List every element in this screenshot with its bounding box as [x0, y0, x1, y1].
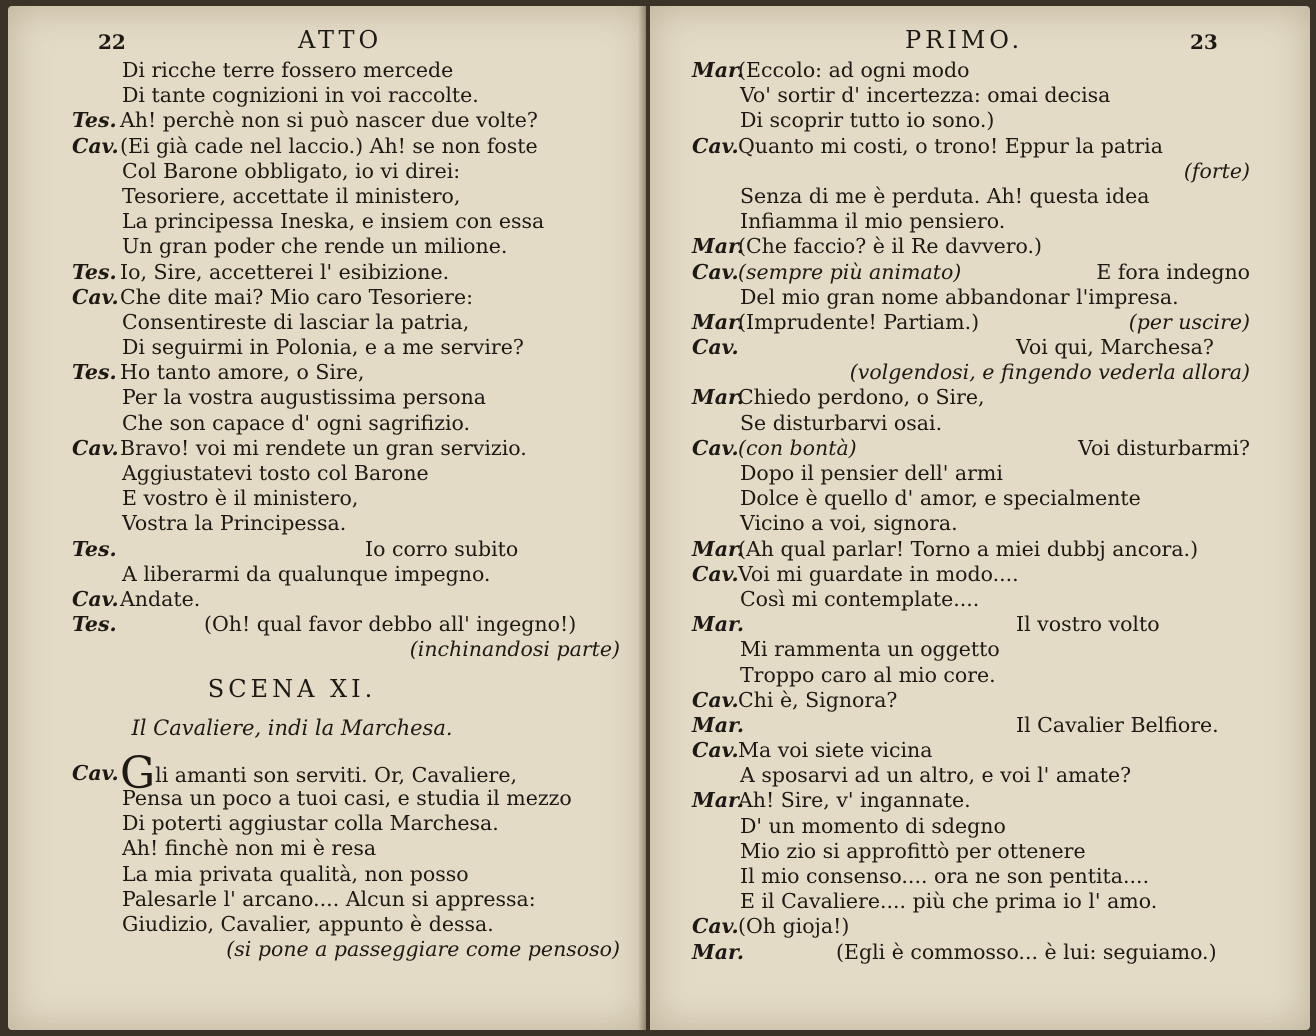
verse-line — [8, 486, 646, 511]
verse-text: Che dite mai? Mio caro Tesoriere: — [120, 284, 473, 309]
verse-line — [650, 260, 1310, 285]
right-page — [650, 6, 1310, 1030]
verse-line — [8, 786, 646, 811]
verse-text: Ho tanto amore, o Sire, — [120, 360, 365, 385]
speaker-label: Mar. — [692, 788, 745, 813]
spacer — [8, 702, 646, 716]
verse-text: Del mio gran nome abbandonar l'impresa. — [740, 284, 1179, 309]
left-page — [8, 6, 646, 1030]
verse-text: Andate. — [120, 586, 201, 611]
verse-text: Vo' sortir d' incertezza: omai decisa — [740, 83, 1111, 108]
verse-text: Il mio consenso.... ora ne son pentita.... — [740, 864, 1150, 888]
verse-text: E vostro è il ministero, — [122, 486, 359, 511]
verse-text: Il Cavalier Belfiore. — [1016, 712, 1219, 737]
speaker-label: Tes. — [72, 108, 117, 133]
verse-text: (Egli è commosso... è lui: seguiamo.) — [836, 939, 1217, 964]
verse-line — [8, 260, 646, 285]
verse-text: Pensa un poco a tuoi casi, e studia il mezzo — [122, 786, 572, 811]
verse-line — [650, 612, 1310, 637]
verse-text: E fora indegno — [1096, 259, 1250, 284]
verse-line — [650, 511, 1310, 536]
drop-cap: G — [120, 747, 156, 799]
right-text-block — [650, 58, 1310, 965]
verse-line — [650, 637, 1310, 662]
speaker-label: Cav. — [692, 259, 739, 284]
stage-direction: (per uscire) — [1128, 309, 1250, 334]
verse-text: Che son capace d' ogni sagrifizio. — [122, 410, 471, 435]
page-number: 22 — [98, 30, 126, 54]
verse-text: Quanto mi costi, o trono! Eppur la patria — [738, 133, 1163, 158]
verse-line — [650, 889, 1310, 914]
speaker-label: Cav. — [692, 561, 739, 586]
verse-text: Tesoriere, accettate il ministero, — [122, 183, 461, 208]
verse-line — [8, 108, 646, 133]
verse-text: Chiedo perdono, o Sire, — [738, 385, 985, 410]
verse-text: (forte) — [1183, 158, 1250, 183]
spacer — [8, 741, 646, 761]
speaker-label: Tes. — [72, 536, 117, 561]
verse-text: Consentireste di lasciar la patria, — [122, 309, 470, 334]
verse-text: Col Barone obbligato, io vi direi: — [122, 158, 461, 183]
verse-text: Dopo il pensier dell' armi — [740, 461, 1003, 485]
verse-line — [8, 184, 646, 209]
verse-text: Di poterti aggiustar colla Marchesa. — [122, 811, 499, 836]
verse-text: A liberarmi da qualunque impegno. — [122, 561, 491, 586]
verse-line — [8, 836, 646, 861]
verse-text: Io corro subito — [365, 536, 519, 561]
speaker-label: Mar. — [692, 612, 745, 637]
verse-line — [650, 58, 1310, 83]
verse-text: Vicino a voi, signora. — [740, 511, 958, 536]
verse-text: Gli amanti son serviti. Or, Cavaliere, — [120, 747, 517, 799]
verse-line — [650, 335, 1310, 360]
verse-line — [8, 411, 646, 436]
verse-line — [650, 788, 1310, 813]
verse-text: Chi è, Signora? — [738, 687, 898, 712]
speaker-label: Cav. — [692, 914, 739, 939]
verse-line — [650, 411, 1310, 436]
speaker-label: Mar. — [692, 58, 745, 82]
speaker-label: Cav. — [692, 133, 739, 158]
speaker-label: Cav. — [692, 687, 739, 712]
verse-text: Voi mi guardate in modo.... — [738, 561, 1019, 586]
verse-line — [8, 58, 646, 83]
verse-line — [650, 940, 1310, 965]
verse-line — [650, 159, 1310, 184]
speaker-label: Cav. — [72, 586, 119, 611]
speaker-label: Mar. — [692, 309, 745, 334]
verse-text: (Che faccio? è il Re davvero.) — [738, 234, 1043, 259]
speaker-label: Cav. — [72, 435, 119, 460]
verse-line — [650, 562, 1310, 587]
speaker-label: Mar. — [692, 536, 745, 561]
verse-text: Voi qui, Marchesa? — [1016, 335, 1214, 360]
verse-line — [8, 587, 646, 612]
verse-text: (Oh gioja!) — [738, 914, 850, 939]
verse-line — [650, 839, 1310, 864]
verse-line — [8, 862, 646, 887]
verse-line — [8, 887, 646, 912]
verse-line — [8, 285, 646, 310]
verse-line — [8, 159, 646, 184]
verse-line — [650, 864, 1310, 889]
verse-text: (si pone a passeggiare come pensoso) — [226, 937, 620, 962]
verse-text: Così mi contemplate.... — [740, 586, 980, 611]
verse-line — [8, 83, 646, 108]
speaker-label: Mar. — [692, 939, 745, 964]
verse-text: (inchinandosi parte) — [409, 637, 620, 662]
scene-heading — [8, 674, 646, 703]
speaker-label: Cav. — [692, 335, 739, 360]
verse-text: Mi rammenta un oggetto — [740, 637, 1000, 662]
verse-line — [8, 134, 646, 159]
verse-text: Giudizio, Cavalier, appunto è dessa. — [122, 912, 494, 936]
verse-line — [8, 335, 646, 360]
verse-line — [650, 134, 1310, 159]
verse-text: Mio zio si approfittò per ottenere — [740, 838, 1086, 863]
verse-line — [8, 562, 646, 587]
verse-text: Vostra la Principessa. — [122, 511, 347, 536]
verse-line — [8, 461, 646, 486]
verse-text: Un gran poder che rende un milione. — [122, 234, 508, 259]
speaker-label: Tes. — [72, 360, 117, 385]
verse-line — [650, 83, 1310, 108]
verse-text: (Ah qual parlar! Torno a miei dubbj ancora.) — [738, 536, 1199, 561]
verse-text: A sposarvi ad un altro, e voi l' amate? — [740, 763, 1132, 788]
speaker-label: Mar. — [692, 712, 745, 737]
speaker-label: Tes. — [72, 612, 117, 637]
verse-text: Ah! Sire, v' ingannate. — [738, 788, 971, 813]
verse-text: Palesarle l' arcano.... Alcun si appressa: — [122, 886, 536, 911]
verse-text: Di seguirmi in Polonia, e a me servire? — [122, 335, 524, 360]
verse-line — [8, 385, 646, 410]
verse-text: Di scoprir tutto io sono.) — [740, 108, 995, 133]
verse-line — [8, 937, 646, 962]
verse-line — [650, 486, 1310, 511]
speaker-label: Cav. — [72, 133, 119, 158]
verse-text: Voi disturbarmi? — [1078, 435, 1250, 460]
verse-text: Senza di me è perduta. Ah! questa idea — [740, 183, 1150, 208]
verse-text: Per la vostra augustissima persona — [122, 385, 487, 410]
verse-line — [8, 209, 646, 234]
verse-line — [650, 184, 1310, 209]
verse-line — [650, 436, 1310, 461]
verse-line — [650, 310, 1310, 335]
speaker-label: Cav. — [692, 435, 739, 460]
verse-line — [8, 537, 646, 562]
page-number: 23 — [1190, 30, 1218, 54]
verse-text: Se disturbarvi osai. — [740, 410, 943, 435]
verse-line — [8, 612, 646, 637]
verse-text: Ah! perchè non si può nascer due volte? — [120, 108, 538, 133]
verse-line — [8, 811, 646, 836]
verse-text: Ma voi siete vicina — [738, 738, 933, 763]
verse-line — [650, 738, 1310, 763]
verse-text: D' un momento di sdegno — [740, 813, 1006, 838]
scene-subtitle: Il Cavaliere, indi la Marchesa. — [131, 715, 453, 740]
verse-text: Ah! finchè non mi è resa — [122, 836, 377, 861]
verse-line — [650, 763, 1310, 788]
verse-line — [650, 461, 1310, 486]
verse-text: (sempre più animato) — [738, 259, 962, 284]
running-head: ATTO — [298, 26, 383, 54]
verse-line — [650, 587, 1310, 612]
verse-text: Di tante cognizioni in voi raccolte. — [122, 83, 479, 108]
verse-line — [8, 637, 646, 662]
verse-line — [650, 234, 1310, 259]
speaker-label: Tes. — [72, 259, 117, 284]
verse-text: (volgendosi, e fingendo vederla allora) — [849, 360, 1250, 385]
verse-text: Io, Sire, accetterei l' esibizione. — [120, 259, 450, 284]
verse-text: (Ei già cade nel laccio.) Ah! se non foste — [120, 133, 538, 158]
verse-line — [650, 663, 1310, 688]
verse-line — [650, 537, 1310, 562]
verse-text: (Imprudente! Partiam.) — [738, 309, 980, 334]
verse-line — [8, 511, 646, 536]
verse-text: Infiamma il mio pensiero. — [740, 209, 1006, 234]
verse-line — [650, 385, 1310, 410]
verse-line — [650, 914, 1310, 939]
verse-text: Aggiustatevi tosto col Barone — [122, 461, 429, 485]
scene-title: SCENA XI. — [207, 674, 377, 703]
verse-text: (Eccolo: ad ogni modo — [738, 58, 970, 82]
verse-text: Troppo caro al mio core. — [740, 662, 996, 687]
verse-text: La mia privata qualità, non posso — [122, 861, 469, 886]
verse-text: Di ricche terre fossero mercede — [122, 58, 454, 82]
verse-line — [650, 209, 1310, 234]
verse-text: E il Cavaliere.... più che prima io l' amo. — [740, 889, 1158, 914]
speaker-label: Cav. — [72, 284, 119, 309]
verse-line — [650, 360, 1310, 385]
verse-line — [8, 912, 646, 937]
speaker-label: Mar. — [692, 385, 745, 410]
verse-line — [650, 108, 1310, 133]
verse-text: Il vostro volto — [1016, 612, 1160, 637]
verse-text: La principessa Ineska, e insiem con essa — [122, 209, 545, 234]
verse-line — [650, 814, 1310, 839]
running-head: PRIMO. — [905, 26, 1024, 54]
verse-line — [650, 285, 1310, 310]
verse-text: Bravo! voi mi rendete un gran servizio. — [120, 435, 527, 460]
verse-text: Dolce è quello d' amor, e specialmente — [740, 486, 1141, 511]
verse-line — [8, 360, 646, 385]
speaker-label: Cav. — [72, 760, 119, 785]
speaker-label: Mar. — [692, 234, 745, 259]
verse-line — [8, 234, 646, 259]
verse-text: (Oh! qual favor debbo all' ingegno!) — [204, 612, 577, 637]
verse-line — [650, 713, 1310, 738]
left-text-block — [8, 58, 646, 962]
verse-line — [8, 436, 646, 461]
speaker-label: Cav. — [692, 738, 739, 763]
verse-text: (con bontà) — [738, 435, 857, 460]
verse-line — [8, 310, 646, 335]
scene-characters — [8, 716, 646, 741]
verse-line — [650, 688, 1310, 713]
